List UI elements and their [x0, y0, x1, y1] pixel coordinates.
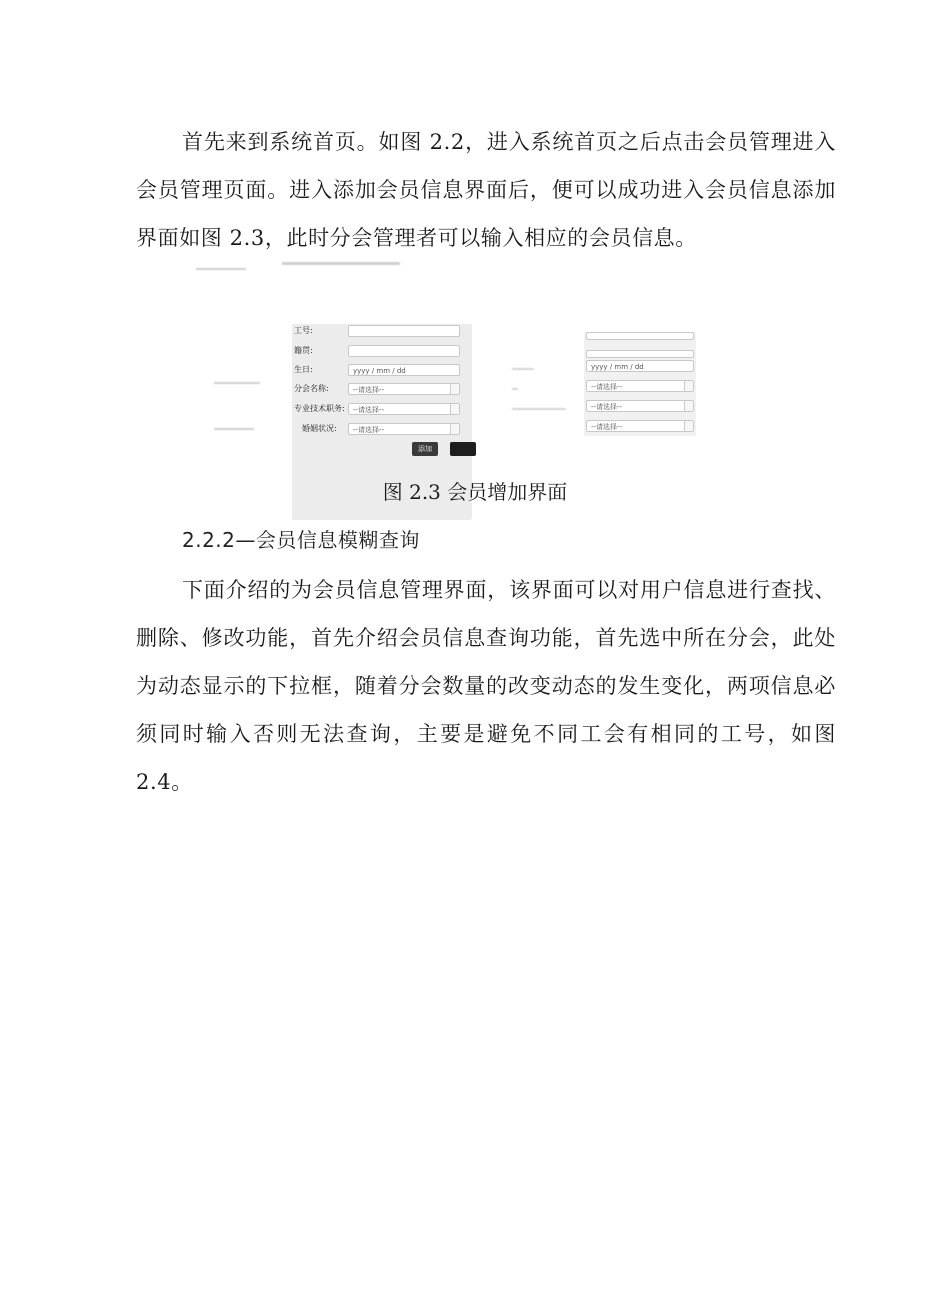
form-row	[292, 344, 472, 360]
figure-caption: 图 2.3 会员增加界面	[382, 480, 568, 504]
birthday-input[interactable]: yyyy / mm / dd	[348, 364, 460, 376]
select-secondary[interactable]: --请选择--	[586, 420, 694, 432]
paragraph-query: 下面介绍的为会员信息管理界面，该界面可以对用户信息进行查找、删除、修改功能，首先介绍会员信息查询功能，首先选中所在分会，此处为动态显示的下拉框，随着分会数量的改变动态的发生变化，两项信息必须同时输入否则无法查询，主要是避免不同工会有相同的工号，如图 2.4。	[136, 578, 836, 794]
form-row	[292, 324, 472, 340]
marital-status-select[interactable]: --请选择--	[348, 423, 460, 435]
faint-artifact	[214, 428, 254, 430]
native-place-input[interactable]	[348, 345, 460, 357]
paragraph-intro: 首先来到系统首页。如图 2.2，进入系统首页之后点击会员管理进入会员管理页面。进入添加会员信息界面后，便可以成功进入会员信息添加界面如图 2.3，此时分会管理者可以输入相应的会员信息。	[136, 130, 836, 250]
form-row	[292, 422, 472, 438]
field-label: 专业技术职务:	[294, 404, 345, 413]
select-secondary[interactable]: --请选择--	[586, 400, 694, 412]
field-label: 分会名称:	[294, 384, 329, 393]
title-select[interactable]: --请选择--	[348, 403, 460, 415]
form-row	[292, 402, 472, 418]
field-label: 籍贯:	[294, 346, 313, 355]
field-label: 生日:	[294, 365, 313, 374]
form-row	[292, 382, 472, 398]
faint-artifact	[196, 268, 246, 270]
birthday-input-secondary[interactable]: yyyy / mm / dd	[586, 360, 694, 372]
section-heading: 2.2.2—会员信息模糊查询	[182, 528, 420, 552]
select-secondary[interactable]: --请选择--	[586, 380, 694, 392]
branch-name-select[interactable]: --请选择--	[348, 383, 460, 395]
field-label: 工号:	[294, 326, 313, 335]
form-row	[292, 363, 472, 379]
figure-member-add	[190, 262, 710, 467]
faint-artifact	[214, 382, 260, 384]
field-label: 婚姻状况:	[302, 424, 337, 433]
member-add-form-secondary	[584, 332, 696, 436]
add-button[interactable]: 添加	[412, 442, 438, 456]
faint-artifact	[512, 368, 534, 370]
text-input[interactable]	[586, 332, 694, 340]
employee-id-input[interactable]	[348, 325, 460, 337]
faint-artifact	[512, 388, 518, 390]
text-input[interactable]	[586, 350, 694, 358]
reset-button[interactable]	[450, 442, 476, 456]
faint-artifact	[512, 408, 566, 410]
faint-artifact	[282, 262, 400, 265]
